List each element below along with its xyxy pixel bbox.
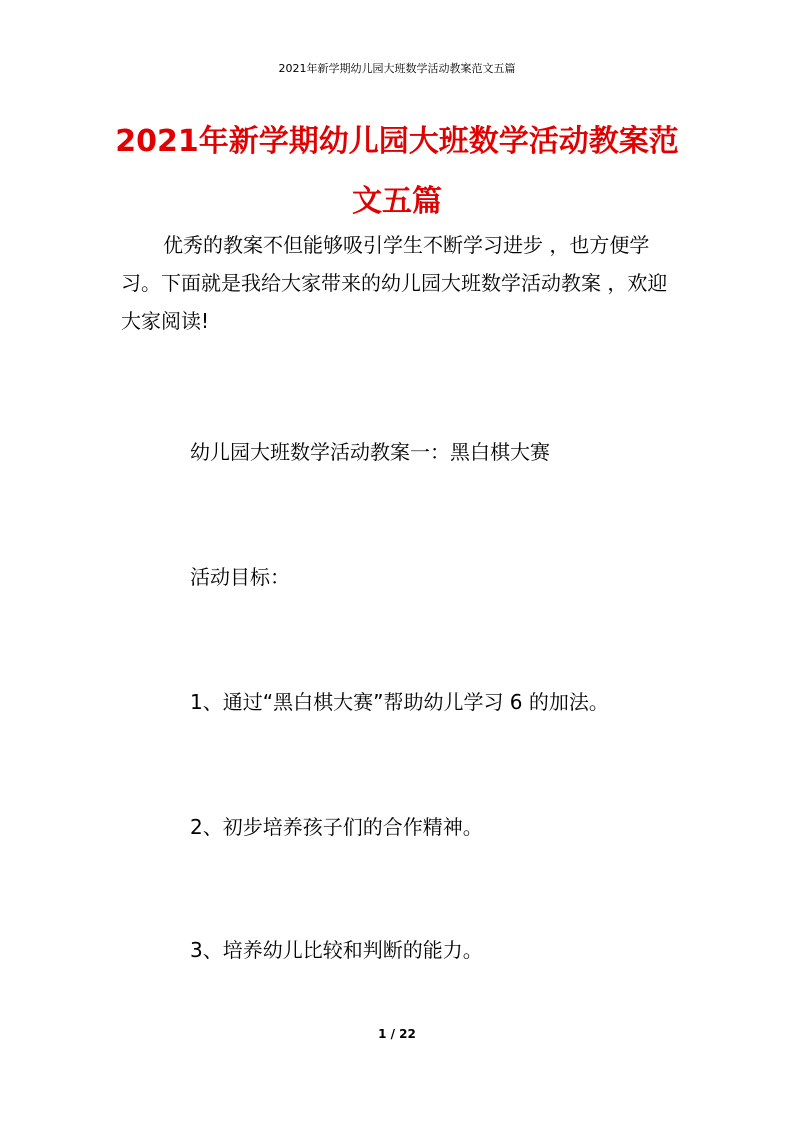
- objective-item-3: 3、培养幼儿比较和判断的能力。: [190, 938, 483, 962]
- objective-item-1: 1、通过“黑白棋大赛”帮助幼儿学习 6 的加法。: [190, 690, 609, 714]
- objectives-label: 活动目标：: [190, 565, 290, 589]
- objective-item-2: 2、初步培养孩子们的合作精神。: [190, 815, 483, 839]
- page-number: 1 / 22: [378, 1027, 416, 1041]
- intro-paragraph: 优秀的教案不但能够吸引学生不断学习进步 ，也方便学习。下面就是我给大家带来的幼儿园大班数学活动教案 ，欢迎大家阅读!: [121, 233, 668, 333]
- document-title: 2021年新学期幼儿园大班数学活动教案范文五篇: [115, 124, 679, 219]
- lesson-plan-heading: 幼儿园大班数学活动教案一：黑白棋大赛: [190, 440, 550, 464]
- running-header: 2021年新学期幼儿园大班数学活动教案范文五篇: [278, 62, 516, 75]
